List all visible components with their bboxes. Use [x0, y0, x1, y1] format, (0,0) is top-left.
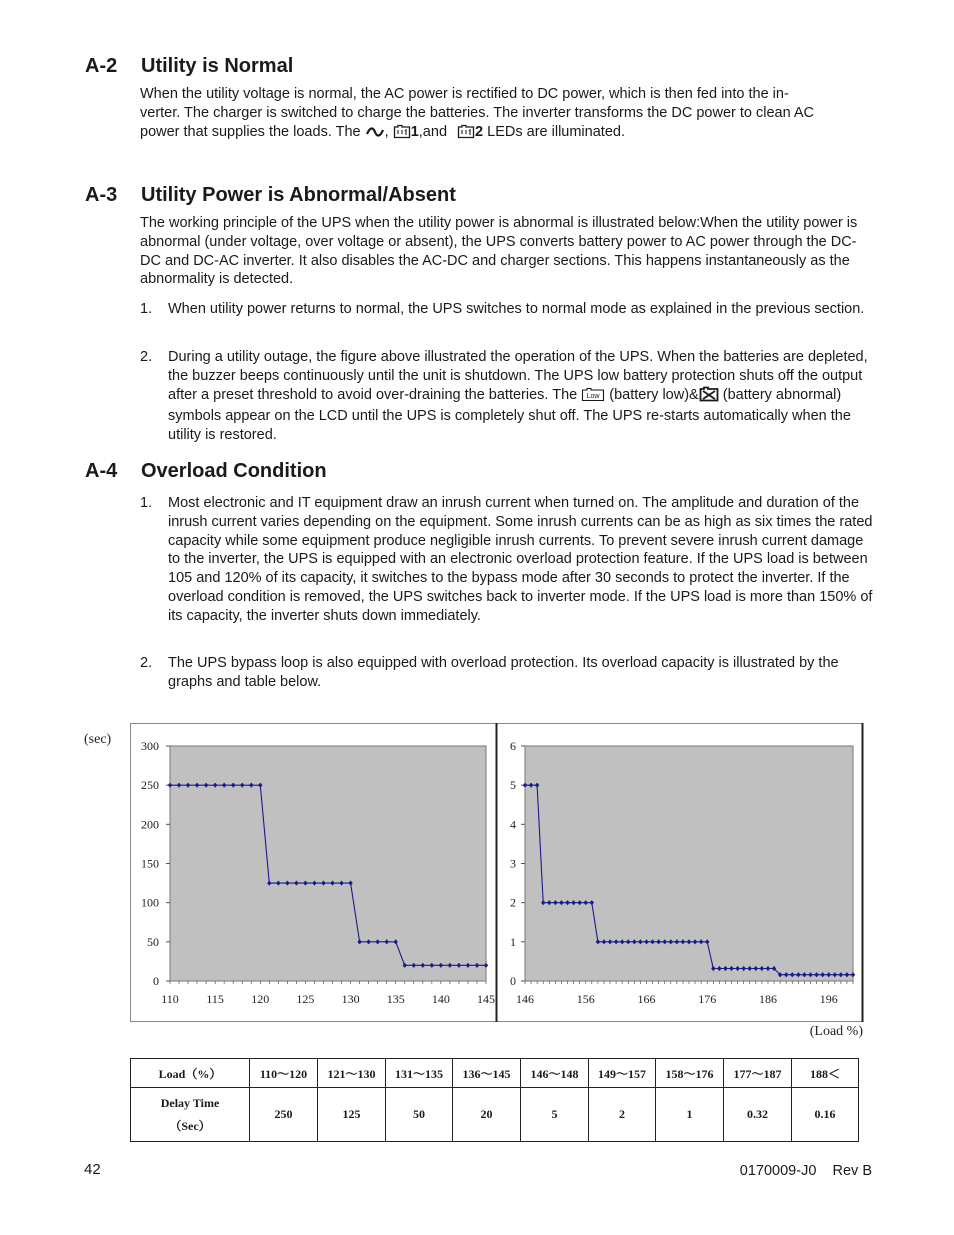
section-a2-paragraph — [140, 85, 875, 144]
battery-low-icon — [581, 387, 605, 408]
table-header-cell: Load（%） — [131, 1059, 250, 1088]
x-tick-label: 130 — [341, 992, 360, 1006]
table-cell: 146～148 — [521, 1059, 589, 1088]
table-cell: 158～176 — [656, 1059, 724, 1088]
x-tick-label: 186 — [758, 992, 777, 1006]
y-tick-label: 0 — [153, 974, 159, 988]
list-number: 1. — [140, 301, 153, 317]
table-cell: 110～120 — [250, 1059, 318, 1088]
section-number: A-3 — [85, 184, 118, 206]
table-cell: 250 — [250, 1088, 318, 1142]
list-number: 2. — [140, 655, 153, 671]
paragraph-text: ,and — [418, 123, 448, 140]
y-tick-label: 250 — [141, 778, 159, 793]
section-a2-heading — [85, 55, 293, 78]
table-cell: 177～187 — [724, 1059, 792, 1088]
table-cell: 149～157 — [589, 1059, 656, 1088]
list-item — [140, 348, 875, 445]
table-cell: 121～130 — [318, 1059, 386, 1088]
table-header-line: Delay Time — [160, 1095, 220, 1110]
table-cell: 20 — [453, 1088, 521, 1142]
list-number: 2. — [140, 349, 153, 365]
x-tick-label: 125 — [296, 992, 315, 1006]
y-axis-label: (sec) — [84, 732, 112, 747]
paragraph-text: LEDs are illuminated. — [487, 123, 625, 140]
x-tick-label: 166 — [637, 992, 656, 1006]
section-a4-heading — [85, 460, 327, 483]
paragraph-text: , — [384, 123, 389, 140]
table-cell: 2 — [589, 1088, 656, 1142]
section-title: Utility Power is Abnormal/Absent — [141, 184, 456, 206]
list-text: The UPS bypass loop is also equipped with overload protection. Its overload capacity is illustrated by the graphs and table below. — [168, 655, 839, 690]
table-row — [131, 1088, 859, 1142]
y-tick-label: 50 — [147, 934, 159, 949]
page-number: 42 — [84, 1161, 101, 1178]
section-a3-heading — [85, 184, 456, 207]
section-title: Overload Condition — [141, 460, 327, 482]
x-tick-label: 156 — [576, 992, 595, 1006]
table-cell: 0.32 — [724, 1088, 792, 1142]
x-tick-label: 176 — [698, 992, 717, 1006]
table-cell: 125 — [318, 1088, 386, 1142]
x-tick-label: 135 — [386, 992, 405, 1006]
icon-subscript: 1 — [410, 123, 419, 140]
x-axis-label: (Load %) — [809, 1024, 863, 1039]
list-text-part: (battery abnormal) symbols appear on the LCD until the UPS is completely shut off. The UPS re-starts automatically when the utility is restored. — [168, 386, 851, 444]
y-tick-label: 300 — [141, 739, 159, 753]
y-tick-label: 100 — [141, 895, 159, 910]
y-tick-label: 200 — [141, 817, 159, 832]
plot-area — [170, 746, 486, 981]
table-cell: 1 — [656, 1088, 724, 1142]
list-number: 1. — [140, 495, 153, 511]
list-item — [140, 654, 875, 692]
x-tick-label: 115 — [206, 992, 224, 1006]
paragraph-line — [140, 123, 875, 145]
section-number: A-2 — [85, 55, 118, 77]
x-tick-label: 110 — [161, 992, 179, 1006]
x-tick-label: 196 — [819, 992, 838, 1006]
x-tick-label: 120 — [251, 992, 270, 1006]
paragraph-text: power that supplies the loads. The — [140, 123, 361, 140]
plot-area — [525, 746, 853, 981]
table-cell: 131～135 — [386, 1059, 453, 1088]
y-tick-label: 4 — [510, 817, 516, 832]
table-header-cell — [131, 1088, 250, 1142]
low-icon-text: Low — [586, 392, 600, 400]
list-text: When utility power returns to normal, the UPS switches to normal mode as explained in the previous section. — [168, 301, 865, 317]
table-cell: 0.16 — [792, 1088, 859, 1142]
paragraph-line: When the utility voltage is normal, the AC power is rectified to DC power, which is then fed into the in- — [140, 86, 789, 102]
x-tick-label: 146 — [516, 992, 534, 1006]
battery-led-2-icon — [457, 124, 475, 145]
x-tick-label: 145 — [477, 992, 495, 1006]
x-tick-label: 140 — [431, 992, 450, 1006]
y-tick-label: 2 — [510, 895, 516, 910]
section-a3-paragraph: The working principle of the UPS when the utility power is abnormal is illustrated below:When the utility power is abnormal (under voltage, over voltage or absent), the UPS converts battery power to AC power through the DC-DC and DC-AC inverter. It also disables the AC-DC and charger sections. This happens instantaneously as the abnormality is detected. — [140, 215, 858, 288]
y-tick-label: 150 — [141, 856, 159, 871]
section-title: Utility is Normal — [141, 55, 294, 77]
list-text: Most electronic and IT equipment draw an inrush current when turned on. The amplitude and duration of the inrush current varies depending on the equipment. Some inrush currents can be as high as six times the rated capacity while some equipment produce negligible inrush currents. To prevent severe inrush current damage to the inverter, the UPS is equipped with an electronic overload protection feature. If the UPS load is between 105 and 120% of its capacity, it switches to the bypass mode after 30 seconds to protect the inverter. If the overload condition is removed, the UPS switches back to inverter mode. If the UPS load is more than 150% of its capacity, the inverter shuts down immediately. — [168, 495, 873, 624]
battery-led-1-icon — [393, 124, 411, 145]
list-text-part: (battery low)& — [609, 386, 699, 403]
list-item — [140, 300, 875, 319]
y-tick-label: 6 — [510, 739, 516, 753]
y-tick-label: 5 — [510, 778, 516, 793]
document-id: 0170009-J0 Rev B — [739, 1163, 872, 1179]
section-number: A-4 — [85, 460, 118, 482]
list-item — [140, 494, 875, 626]
overload-charts — [0, 715, 954, 1045]
list-text-part: During a utility outage, the figure above illustrated the operation of the UPS. When the batteries are depleted, the buzzer beeps continuously until the unit is shutdown. The UPS low battery protection shuts off the output after a preset threshold to avoid over-draining the batteries. The — [168, 349, 868, 403]
ac-tilde-icon — [365, 125, 385, 145]
table-header-line: （Sec） — [169, 1118, 211, 1133]
table-cell: 50 — [386, 1088, 453, 1142]
y-tick-label: 0 — [510, 974, 516, 988]
battery-abnormal-icon — [699, 386, 719, 408]
table-cell: 5 — [521, 1088, 589, 1142]
icon-subscript: 2 — [475, 123, 484, 140]
overload-table — [130, 1058, 859, 1142]
table-row — [131, 1059, 859, 1088]
table-cell: 188＜ — [792, 1059, 859, 1088]
table-cell: 136～145 — [453, 1059, 521, 1088]
y-tick-label: 1 — [510, 934, 516, 949]
paragraph-line: verter. The charger is switched to charge the batteries. The inverter transforms the DC power to clean AC — [140, 104, 815, 121]
y-tick-label: 3 — [510, 856, 516, 871]
list-text — [168, 348, 875, 445]
